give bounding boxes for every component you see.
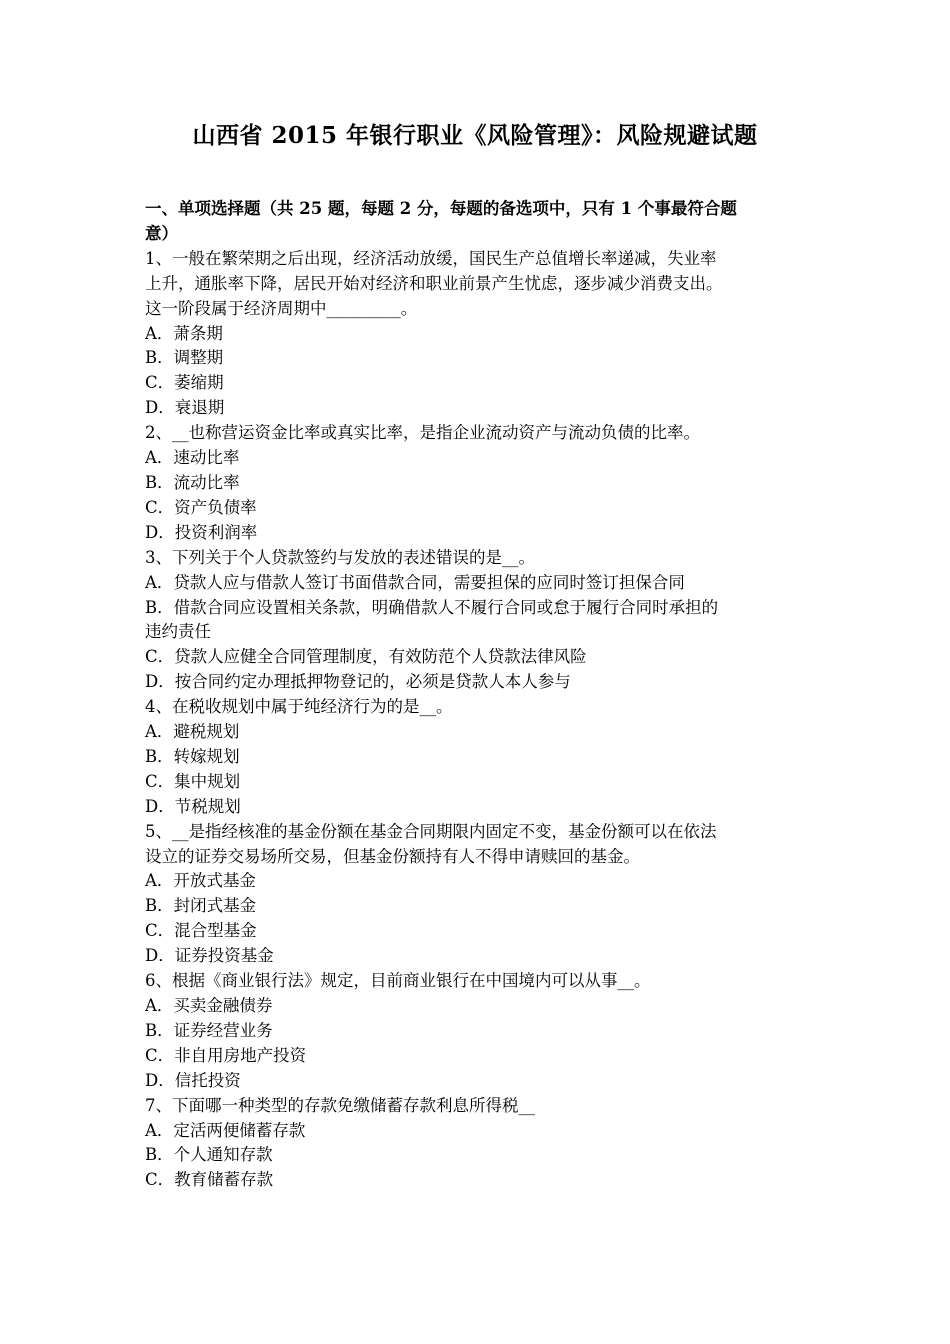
- answer-option: C．资产负债率: [145, 497, 257, 517]
- section-heading: [145, 197, 810, 247]
- answer-option: A．开放式基金: [145, 871, 256, 891]
- question-item: [145, 247, 810, 421]
- question-item: [145, 1094, 810, 1194]
- section-heading-line: 一、单项选择题（共 25 题，每题 2 分，每题的备选项中，只有 1 个事最符合题: [145, 199, 737, 218]
- answer-option: D．按合同约定办理抵押物登记的，必须是贷款人本人参与: [145, 672, 571, 692]
- question-stem-line: 2、__也称营运资金比率或真实比率，是指企业流动资产与流动负债的比率。: [145, 423, 700, 443]
- answer-option: B．封闭式基金: [145, 896, 257, 916]
- answer-option: C．教育储蓄存款: [145, 1170, 274, 1190]
- answer-option: B．转嫁规划: [145, 746, 240, 766]
- question-stem-line: 设立的证券交易场所交易，但基金份额持有人不得申请赎回的基金。: [145, 846, 640, 866]
- answer-option: A．买卖金融债券: [145, 996, 273, 1015]
- question-item: [145, 546, 810, 695]
- answer-option: C．集中规划: [145, 771, 241, 791]
- answer-option: C．非自用房地产投资: [145, 1045, 307, 1065]
- question-item: [145, 820, 810, 969]
- question-item: [145, 421, 810, 546]
- question-stem-line: 上升，通胀率下降，居民开始对经济和职业前景产生忧虑，逐步减少消费支出。: [145, 273, 723, 293]
- document-title: 山西省 2015 年银行职业《风险管理》：风险规避试题: [192, 122, 758, 149]
- question-stem-line: 7、下面哪一种类型的存款免缴储蓄存款利息所得税__: [145, 1095, 535, 1115]
- question-stem-line: 6、根据《商业银行法》规定，目前商业银行在中国境内可以从事__。: [145, 971, 651, 991]
- answer-option: D．证券投资基金: [145, 946, 274, 966]
- answer-option: B．借款合同应设置相关条款，明确借款人不履行合同或怠于履行合同时承担的 违约责任: [145, 597, 719, 642]
- question-stem-line: 3、下列关于个人贷款签约与发放的表述错误的是__。: [145, 547, 535, 567]
- answer-option: C．贷款人应健全合同管理制度，有效防范个人贷款法律风险: [145, 647, 587, 667]
- question-stem-line: 1、一般在繁荣期之后出现，经济活动放缓，国民生产总值增长率递减，失业率: [145, 248, 717, 268]
- answer-option: C．混合型基金: [145, 921, 257, 941]
- question-stem-line: 5、__是指经核准的基金份额在基金合同期限内固定不变，基金份额可以在依法: [145, 821, 717, 841]
- question-stem-line: 4、在税收规划中属于纯经济行为的是__。: [145, 697, 453, 717]
- answer-option: B．调整期: [145, 348, 224, 368]
- answer-option: B．证券经营业务: [145, 1020, 273, 1040]
- answer-option: A．速动比率: [145, 448, 240, 468]
- answer-option: B．个人通知存款: [145, 1145, 273, 1165]
- answer-option: A．萧条期: [145, 323, 223, 343]
- question-item: [145, 695, 810, 820]
- answer-option: A．贷款人应与借款人签订书面借款合同，需要担保的应同时签订担保合同: [145, 572, 685, 592]
- section-heading-line: 意）: [145, 223, 178, 243]
- question-item: [145, 969, 810, 1094]
- answer-option: C．萎缩期: [145, 373, 224, 393]
- question-stem-line: 这一阶段属于经济周期中_________。: [145, 298, 418, 318]
- question-list: [145, 247, 810, 1193]
- answer-option: B．流动比率: [145, 472, 240, 492]
- answer-option: D．节税规划: [145, 796, 241, 816]
- answer-option: D．信托投资: [145, 1070, 241, 1090]
- answer-option: A．避税规划: [145, 722, 240, 742]
- document-body: [145, 197, 810, 1193]
- answer-option: D．投资利润率: [145, 522, 258, 542]
- answer-option: A．定活两便储蓄存款: [145, 1120, 306, 1140]
- answer-option: D．衰退期: [145, 398, 225, 418]
